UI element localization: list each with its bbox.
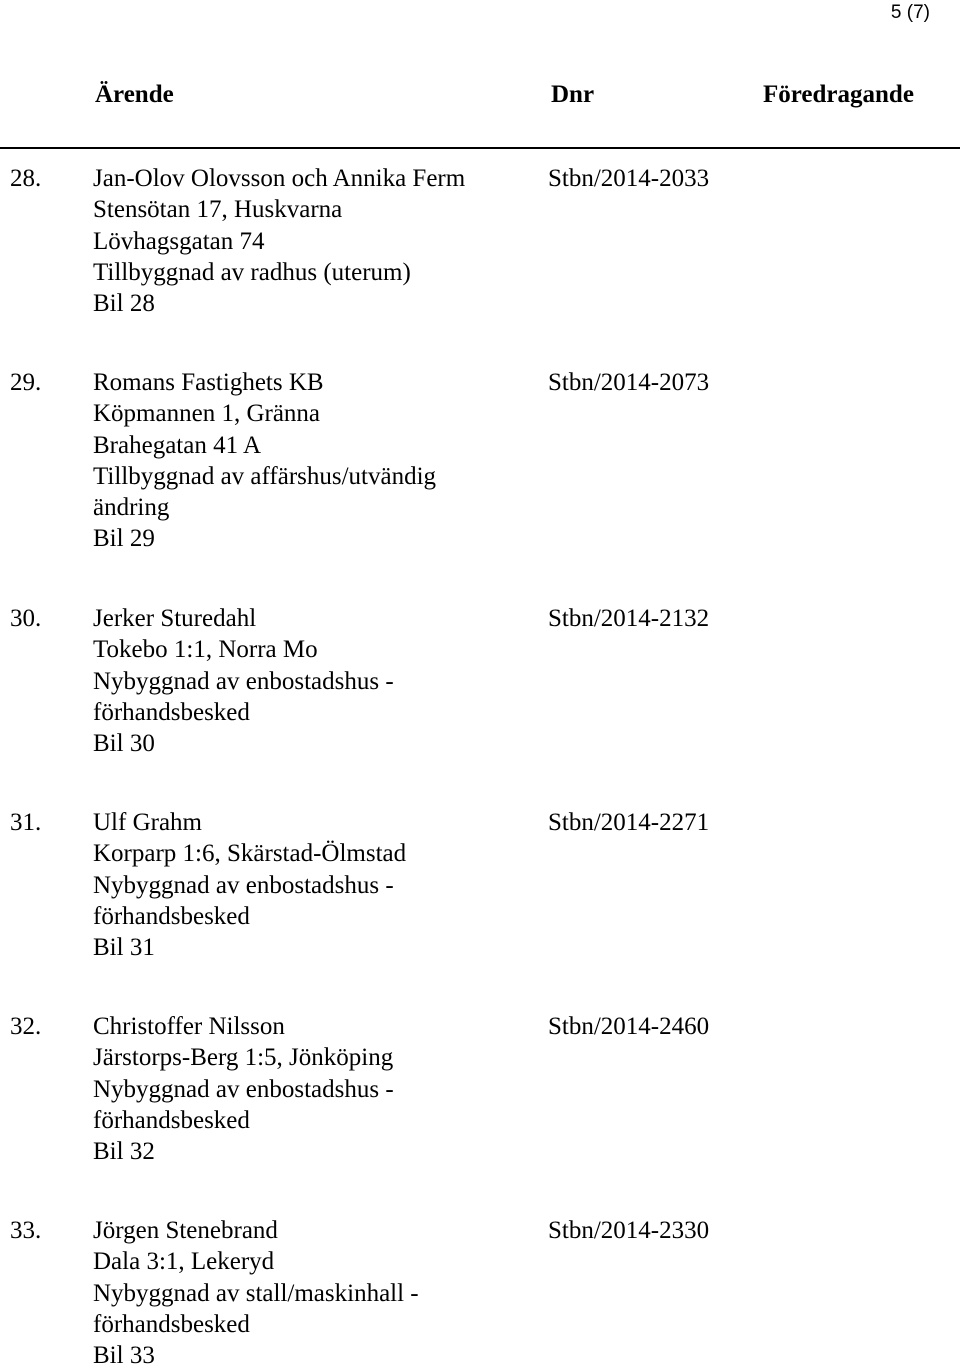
item-line: Stensötan 17, Huskvarna <box>93 196 343 224</box>
item-line: Romans Fastighets KB <box>93 369 324 396</box>
item-line: Nybyggnad av stall/maskinhall - <box>93 1279 419 1307</box>
item-number: 33. <box>10 1217 42 1244</box>
item-description <box>93 603 533 759</box>
item-line: Jörgen Stenebrand <box>93 1217 278 1244</box>
item-line: Tillbyggnad av affärshus/utvändig <box>93 462 437 490</box>
item-line: Jan-Olov Olovsson och Annika Ferm <box>93 165 466 192</box>
item-line: ändring <box>93 494 170 522</box>
item-line: Nybyggnad av enbostadshus - <box>93 667 394 695</box>
item-dnr: Stbn/2014-2073 <box>548 369 710 396</box>
header-arende: Ärende <box>95 81 174 108</box>
item-description <box>93 1215 533 1371</box>
item-line: Christoffer Nilsson <box>93 1013 285 1040</box>
item-line: Korparp 1:6, Skärstad-Ölmstad <box>93 840 407 868</box>
item-number: 28. <box>10 165 42 192</box>
item-dnr: Stbn/2014-2271 <box>548 809 710 836</box>
item-line: Bil 32 <box>93 1138 155 1166</box>
item-line: förhandsbesked <box>93 902 250 930</box>
page-number: 5 (7) <box>890 2 930 23</box>
item-number: 31. <box>10 809 42 836</box>
item-line: förhandsbesked <box>93 1310 250 1338</box>
item-number: 30. <box>10 605 42 632</box>
item-line: Jerker Sturedahl <box>93 605 257 632</box>
item-line: Köpmannen 1, Gränna <box>93 400 321 428</box>
item-line: Tillbyggnad av radhus (uterum) <box>93 258 411 286</box>
item-line: Bil 30 <box>93 730 155 758</box>
item-line: förhandsbesked <box>93 698 250 726</box>
item-line: Nybyggnad av enbostadshus - <box>93 1075 394 1103</box>
item-description <box>93 807 533 963</box>
item-dnr: Stbn/2014-2033 <box>548 165 710 192</box>
item-line: Tokebo 1:1, Norra Mo <box>93 636 318 664</box>
item-line: Bil 31 <box>93 934 155 962</box>
header-divider <box>0 147 960 149</box>
item-dnr: Stbn/2014-2330 <box>548 1217 710 1244</box>
item-line: förhandsbesked <box>93 1106 250 1134</box>
item-line: Bil 33 <box>93 1342 155 1370</box>
header-foredragande: Föredragande <box>763 81 914 108</box>
item-line: Bil 29 <box>93 525 155 553</box>
item-description <box>93 1011 533 1167</box>
item-line: Nybyggnad av enbostadshus - <box>93 871 394 899</box>
item-description <box>93 163 533 319</box>
item-line: Brahegatan 41 A <box>93 431 262 459</box>
item-line: Ulf Grahm <box>93 809 202 836</box>
item-number: 29. <box>10 369 42 396</box>
item-line: Järstorps-Berg 1:5, Jönköping <box>93 1044 394 1072</box>
column-header-row <box>0 79 960 111</box>
item-dnr: Stbn/2014-2460 <box>548 1013 710 1040</box>
item-line: Dala 3:1, Lekeryd <box>93 1248 275 1276</box>
item-description <box>93 367 533 555</box>
header-dnr: Dnr <box>551 81 595 108</box>
item-dnr: Stbn/2014-2132 <box>548 605 710 632</box>
item-line: Bil 28 <box>93 290 155 318</box>
item-number: 32. <box>10 1013 42 1040</box>
item-line: Lövhagsgatan 74 <box>93 227 265 255</box>
